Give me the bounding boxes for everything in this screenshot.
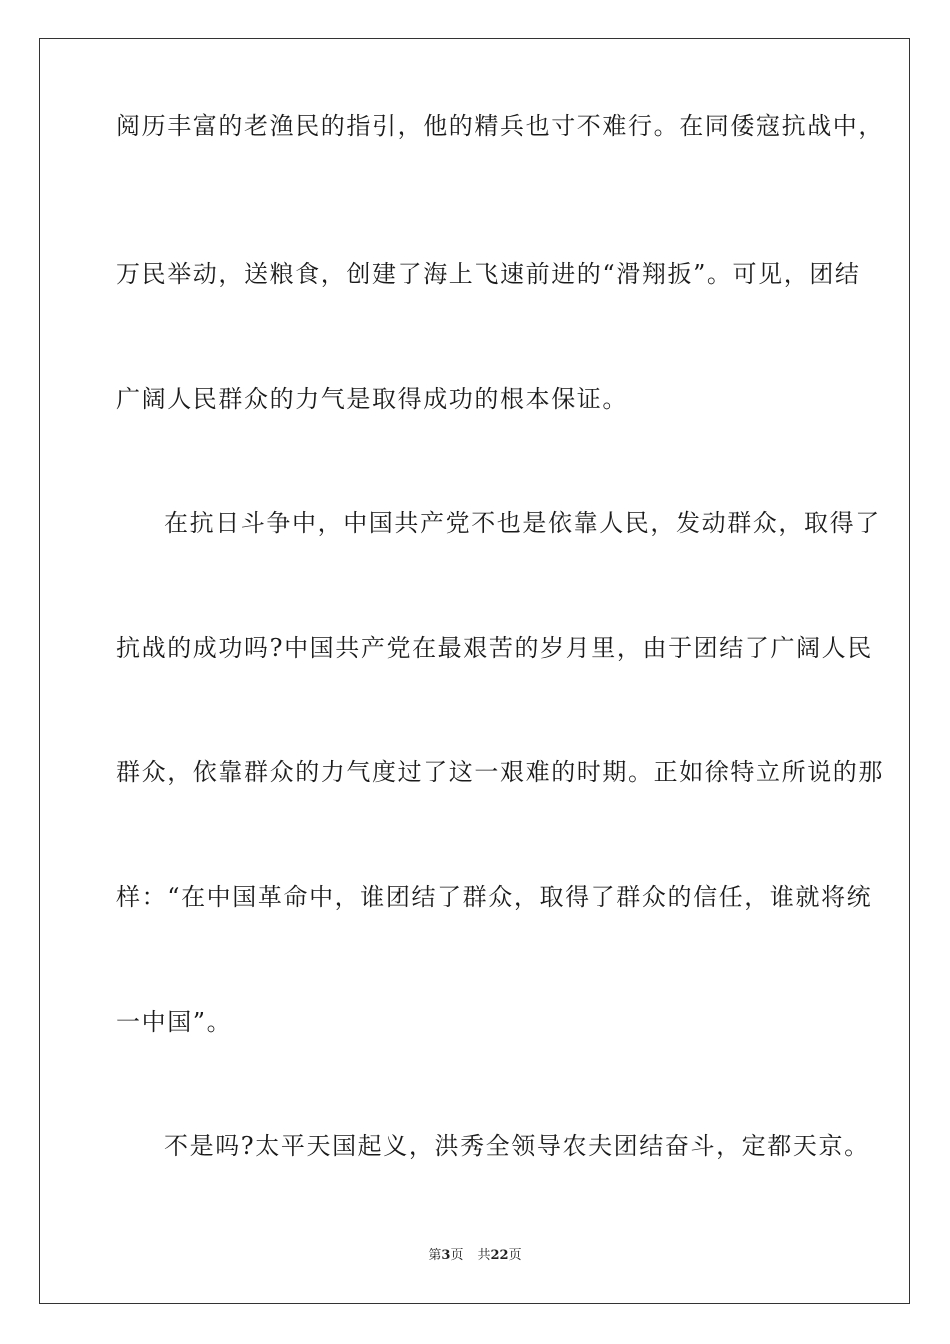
total-pages: 22 xyxy=(490,1248,509,1263)
text-line: 一中国”。 xyxy=(116,1008,233,1036)
text-line: 样：“在中国革命中，谁团结了群众，取得了群众的信任，谁就将统 xyxy=(116,883,873,911)
text-line: 群众，依靠群众的力气度过了这一艰难的时期。正如徐特立所说的那 xyxy=(116,758,884,786)
paragraph-first-line: 在抗日斗争中，中国共产党不也是依靠人民，发动群众，取得了 xyxy=(164,509,881,537)
text-line: 阅历丰富的老渔民的指引，他的精兵也寸不难行。在同倭寇抗战中， xyxy=(116,112,884,140)
page-number: 3 xyxy=(441,1248,451,1263)
text-line: 抗战的成功吗?中国共产党在最艰苦的岁月里，由于团结了广阔人民 xyxy=(116,634,873,662)
total-prefix: 共 xyxy=(477,1248,491,1263)
text-line: 广阔人民群众的力气是取得成功的根本保证。 xyxy=(116,385,628,413)
paragraph-first-line: 不是吗?太平天国起义，洪秀全领导农夫团结奋斗，定都天京。 xyxy=(164,1132,870,1160)
page-border xyxy=(39,38,910,1304)
text-line: 万民举动，送粮食，创建了海上飞速前进的“滑翔扳”。可见，团结 xyxy=(116,260,861,288)
page-suffix: 页 xyxy=(450,1248,464,1263)
total-suffix: 页 xyxy=(508,1248,522,1263)
page-footer xyxy=(0,1247,950,1265)
page-prefix: 第 xyxy=(428,1248,442,1263)
